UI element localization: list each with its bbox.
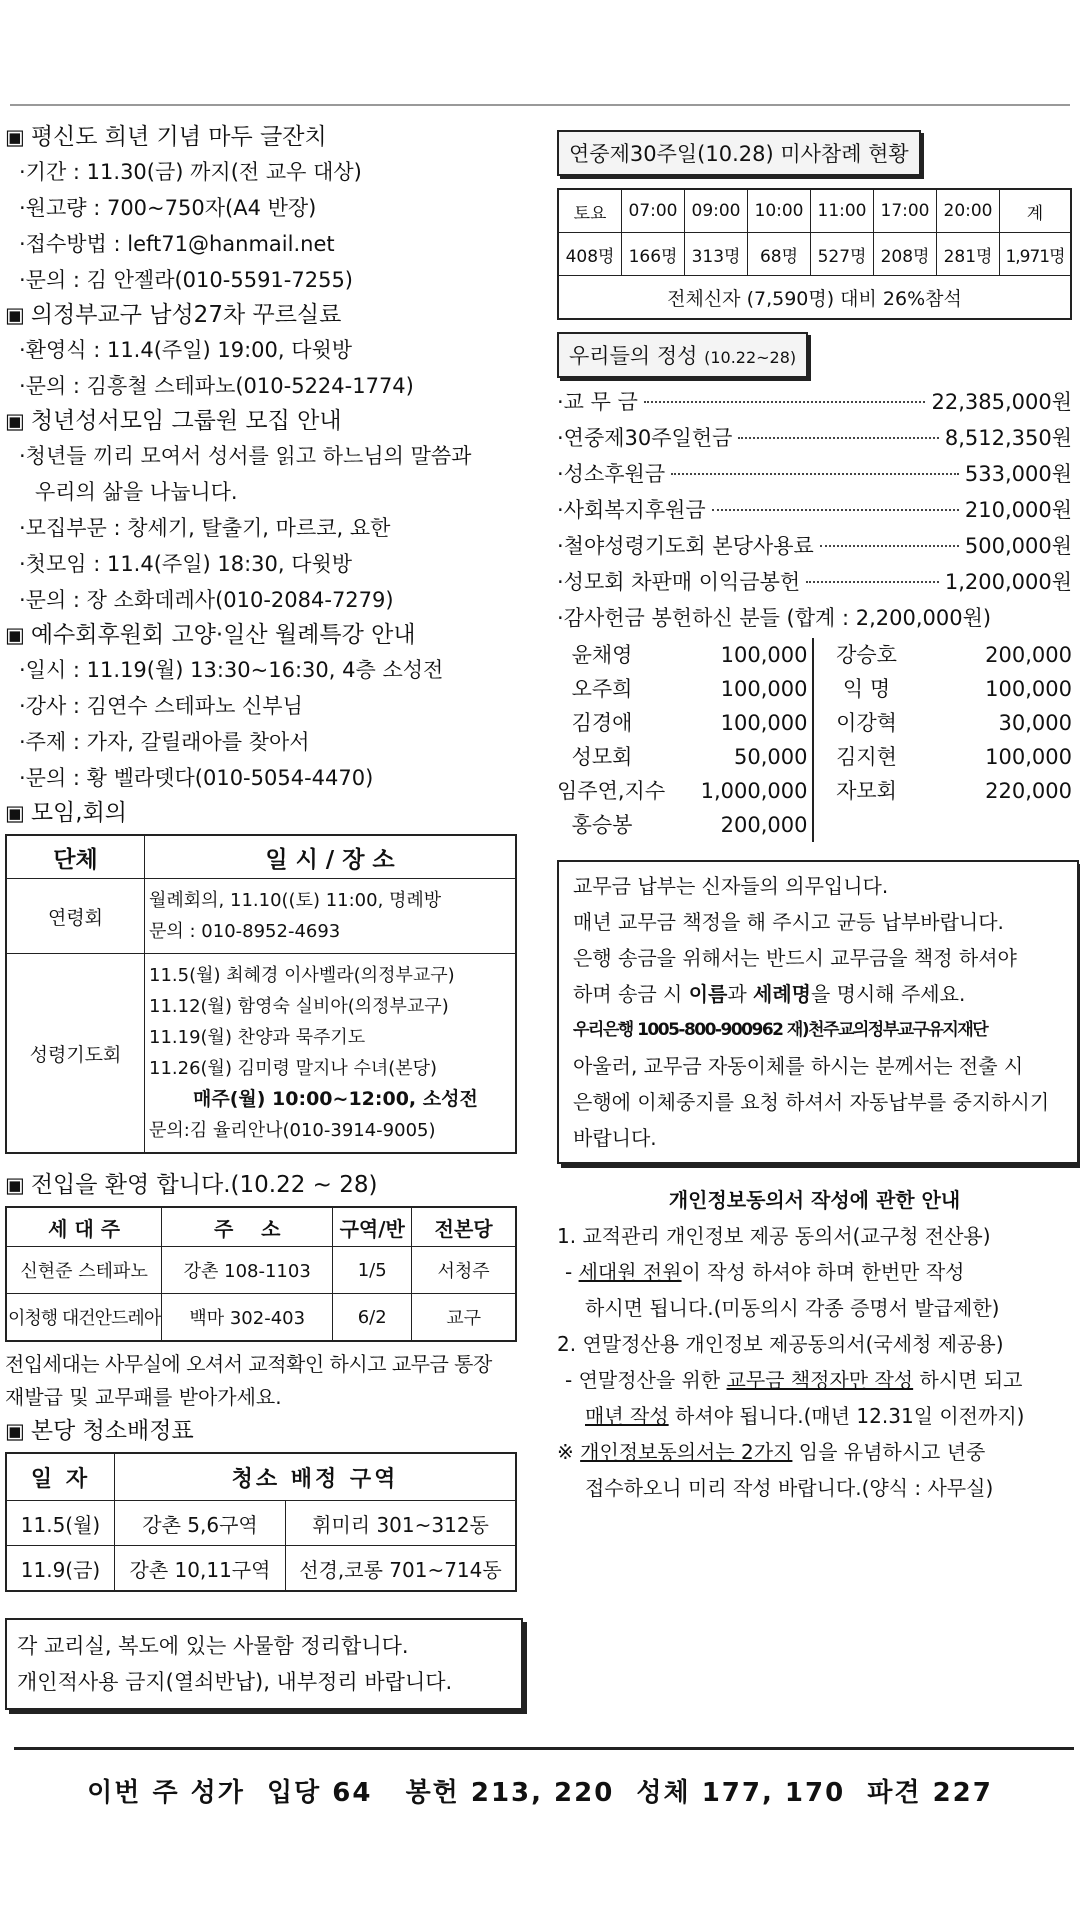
table-row: 11.9(금) 강촌 10,11구역 선경,코롱 701~714동 xyxy=(6,1546,516,1592)
detail-line: ·일시 : 11.19(월) 13:30~16:30, 4층 소성전 xyxy=(19,658,444,682)
section-heading: ▣ 예수회후원회 고양·일산 월례특강 안내 xyxy=(5,622,416,648)
detail-line: ·접수방법 : left71@hanmail.net xyxy=(19,232,335,256)
offerings-list xyxy=(557,384,1072,636)
donor-list xyxy=(557,638,1072,842)
donor-row: 김지현 100,000 xyxy=(836,745,1072,769)
attendance-table xyxy=(557,188,1072,320)
offering-item: ·성모회 차판매 이익금봉헌 1,200,000원 xyxy=(557,570,1072,594)
bank-account: 우리은행 1005-800-900962 재)천주교의정부교구유지재단 xyxy=(573,1020,988,1040)
table-row: 전체신자 (7,590명) 대비 26%참석 xyxy=(558,276,1071,320)
detail-line: ·기간 : 11.30(금) 까지(전 교우 대상) xyxy=(19,160,362,184)
detail-line: ·문의 : 장 소화데레사(010-2084-7279) xyxy=(19,588,394,612)
donor-row: 익 명 100,000 xyxy=(842,677,1072,701)
table-row: 408명 166명 313명 68명 527명 208명 281명 1,971명 xyxy=(558,233,1071,276)
table-header: 전본당 xyxy=(412,1207,516,1247)
meetings-table xyxy=(5,834,517,1154)
schedule-cell: 월례회의, 11.10((토) 11:00, 명례방 문의 : 010-8952-4693 xyxy=(145,879,517,954)
attendance-title: 연중제30주일(10.28) 미사참례 현황 xyxy=(557,130,921,176)
org-cell: 연령회 xyxy=(6,879,145,954)
donor-row: 김경애 100,000 xyxy=(571,711,808,735)
offering-item: ·사회복지후원금 210,000원 xyxy=(557,498,1072,522)
table-row: 신현준 스테파노 강촌 108-1103 1/5 서청주 xyxy=(6,1247,516,1294)
donor-row: 자모회 220,000 xyxy=(836,779,1072,803)
square-bullet-icon: ▣ xyxy=(5,125,25,149)
donor-row: 임주연,지수 1,000,000 xyxy=(557,779,808,803)
offerings-title: 우리들의 정성 (10.22~28) xyxy=(557,332,808,378)
donor-row: 강승호 200,000 xyxy=(836,643,1072,667)
detail-line: ·문의 : 김흥철 스테파노(010-5224-1774) xyxy=(19,374,414,398)
thanks-heading: ·감사헌금 봉헌하신 분들 (합계 : 2,200,000원) xyxy=(557,606,992,630)
offering-item: ·연중제30주일헌금 8,512,350원 xyxy=(557,426,1072,450)
offering-item: ·교 무 금 22,385,000원 xyxy=(557,390,1072,414)
table-header: 일 시 / 장 소 xyxy=(145,835,517,879)
square-bullet-icon: ▣ xyxy=(5,303,25,327)
detail-line: ·문의 : 황 벨라뎃다(010-5054-4470) xyxy=(19,766,374,790)
table-header: 구역/반 xyxy=(333,1207,412,1247)
offering-item: ·철야성령기도회 본당사용료 500,000원 xyxy=(557,534,1072,558)
detail-line: ·환영식 : 11.4(주일) 19:00, 다윗방 xyxy=(19,338,353,362)
top-rule xyxy=(10,104,1070,106)
table-header: 단체 xyxy=(6,835,145,879)
detail-line: 우리의 삶을 나눕니다. xyxy=(35,480,238,504)
newcomers-note: 전입세대는 사무실에 오셔서 교적확인 하시고 교무금 통장 재발급 및 교무패를 받아가세요. xyxy=(5,1352,492,1409)
donor-row: 성모회 50,000 xyxy=(571,745,808,769)
table-header: 일 자 xyxy=(6,1453,115,1501)
square-bullet-icon: ▣ xyxy=(5,623,25,647)
donor-row: 오주희 100,000 xyxy=(571,677,808,701)
hymn-footer: 이번 주 성가 입당 64 봉헌 213, 220 성체 177, 170 파견 227 xyxy=(87,1778,993,1808)
locker-notice: 각 교리실, 복도에 있는 사물함 정리합니다. 개인적사용 금지(열쇠반납), 내부정리 바랍니다. xyxy=(5,1618,523,1710)
detail-line: ·문의 : 김 안젤라(010-5591-7255) xyxy=(19,268,354,292)
bottom-rule xyxy=(14,1747,1074,1750)
privacy-guide: 1. 교적관리 개인정보 제공 동의서(교구청 전산용) - 세대원 전원이 작성 하셔야 하며 한번만 작성 하시면 됩니다.(미동의시 각종 증명서 발급제한) 2. 연말정산용 개인정보 제공동의서(국세청 제공용) - 연말정산을 위한 교무금 책정자만 작성 하시면 되고 매년 작성 하셔야 됩니다.(매년 12.31일 이전까지) ※ 개인정보동의서는 2가지 임을 유념하시고 년중 접수하오니 미리 작성 바랍니다.(양식 : 사무실) xyxy=(557,1224,1025,1500)
tithe-notice: 교무금 납부는 신자들의 의무입니다. 매년 교무금 책정을 해 주시고 균등 납부바랍니다. 은행 송금을 위해서는 반드시 교무금을 책정 하셔야 하며 송금 시 이름과 세례명을 명시해 주세요. 우리은행 1005-800-900962 재)천주교의정부교구유지재단 아울러, 교무금 자동이체를 하시는 분께서는 전출 시 은행에 이체중지를 요청 하셔서 자동납부를 중지하시기 바랍니다. xyxy=(557,860,1079,1164)
section-heading: ▣ 본당 청소배정표 xyxy=(5,1418,194,1444)
detail-line: ·강사 : 김연수 스테파노 신부님 xyxy=(19,694,303,718)
square-bullet-icon: ▣ xyxy=(5,1419,25,1443)
cleaning-table xyxy=(5,1452,517,1592)
table-row: 토요 07:00 09:00 10:00 11:00 17:00 20:00 계 xyxy=(558,189,1071,233)
square-bullet-icon: ▣ xyxy=(5,1173,25,1197)
detail-line: ·첫모임 : 11.4(주일) 18:30, 다윗방 xyxy=(19,552,353,576)
section-heading: ▣ 의정부교구 남성27차 꾸르실료 xyxy=(5,302,342,328)
section-heading: ▣ 전입을 환영 합니다.(10.22 ~ 28) xyxy=(5,1172,378,1198)
table-header: 세 대 주 xyxy=(6,1207,162,1247)
section-heading: ▣ 청년성서모임 그룹원 모집 안내 xyxy=(5,408,342,434)
org-cell: 성령기도회 xyxy=(6,954,145,1154)
table-row: 이청행 대건안드레아 백마 302-403 6/2 교구 xyxy=(6,1294,516,1342)
square-bullet-icon: ▣ xyxy=(5,409,25,433)
right-column xyxy=(557,130,1072,1506)
square-bullet-icon: ▣ xyxy=(5,801,25,825)
section-heading: ▣ 모임,회의 xyxy=(5,800,128,826)
detail-line: ·모집부문 : 창세기, 탈출기, 마르코, 요한 xyxy=(19,516,391,540)
detail-line: ·청년들 끼리 모여서 성서를 읽고 하느님의 말씀과 xyxy=(19,444,472,468)
privacy-title: 개인정보동의서 작성에 관한 안내 xyxy=(668,1188,961,1212)
donor-row: 이강혁 30,000 xyxy=(836,711,1072,735)
detail-line: ·원고량 : 700~750자(A4 반장) xyxy=(19,196,317,220)
offering-item: ·성소후원금 533,000원 xyxy=(557,462,1072,486)
detail-line: ·주제 : 가자, 갈릴래아를 찾아서 xyxy=(19,730,310,754)
donor-row: 윤채영 100,000 xyxy=(571,643,808,667)
donor-row: 홍승봉 200,000 xyxy=(571,813,808,837)
table-row: 11.5(월) 강촌 5,6구역 휘미리 301~312동 xyxy=(6,1501,516,1546)
table-header: 청소 배정 구역 xyxy=(115,1453,517,1501)
table-row xyxy=(6,879,516,954)
newcomers-table xyxy=(5,1206,517,1342)
section-heading: ▣ 평신도 희년 기념 마두 글잔치 xyxy=(5,124,327,150)
table-header: 주 소 xyxy=(162,1207,333,1247)
schedule-cell: 11.5(월) 최혜경 이사벨라(의정부교구) 11.12(월) 함영숙 실비아(의정부교구) 11.19(월) 찬양과 묵주기도 11.26(월) 김미령 말지나 수녀(본당) 매주(월) 10:00~12:00, 소성전 문의:김 율리안나(010-3914-9005) xyxy=(145,954,517,1154)
left-column xyxy=(5,120,523,1710)
table-row xyxy=(6,954,516,1154)
